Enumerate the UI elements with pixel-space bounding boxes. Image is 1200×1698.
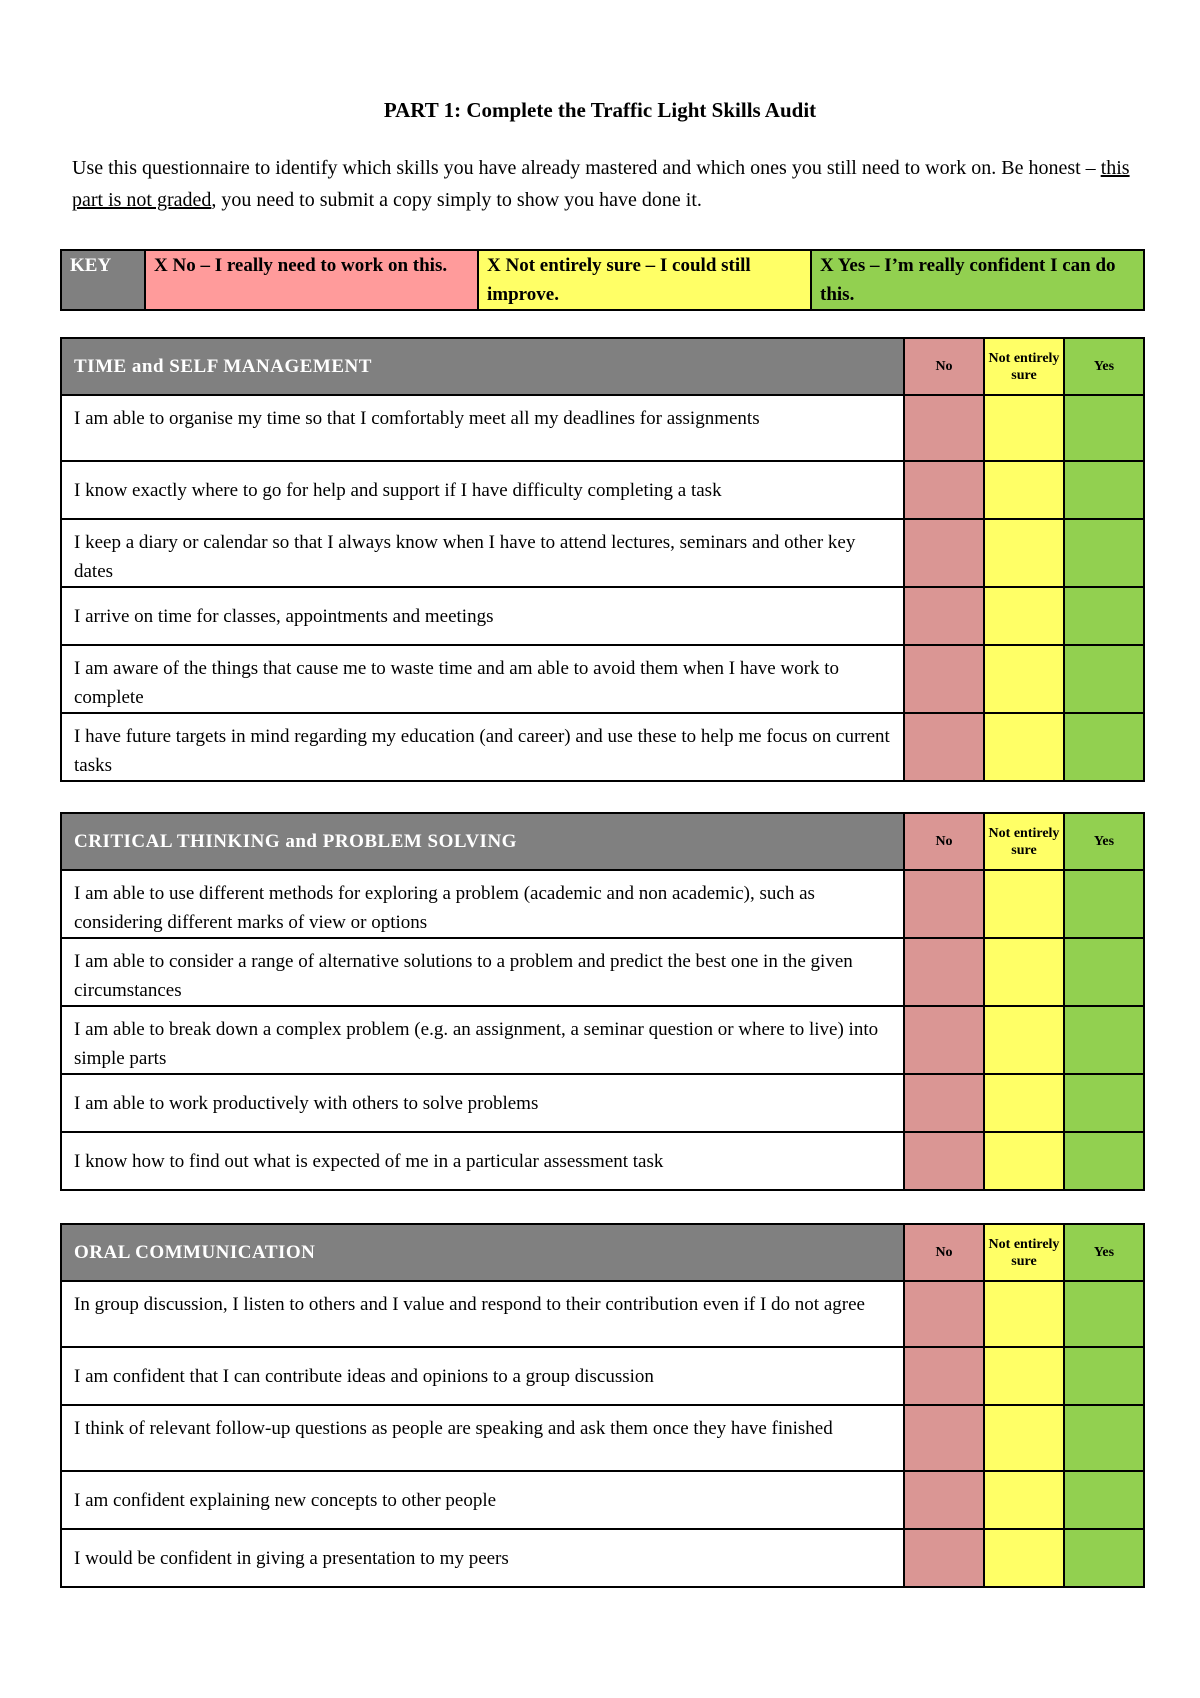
table-row: [61, 645, 1144, 713]
intro-text-end: , you need to submit a copy simply to show you have done it.: [211, 189, 702, 211]
answer-yes-cell[interactable]: [1064, 1074, 1144, 1132]
column-not-sure-header: Not entirely sure: [984, 813, 1064, 870]
table-row: [61, 519, 1144, 587]
answer-not-sure-cell[interactable]: [984, 1347, 1064, 1405]
answer-yes-cell[interactable]: [1064, 1281, 1144, 1347]
answer-not-sure-cell[interactable]: [984, 1405, 1064, 1471]
answer-yes-cell[interactable]: [1064, 1405, 1144, 1471]
answer-no-cell[interactable]: [904, 587, 984, 645]
table-row: [61, 1347, 1144, 1405]
skill-statement: I am able to break down a complex problem (e.g. an assignment, a seminar question or where to live) into simple parts: [61, 1006, 904, 1074]
answer-not-sure-cell[interactable]: [984, 1471, 1064, 1529]
table-row: [61, 1405, 1144, 1471]
answer-yes-cell[interactable]: [1064, 1006, 1144, 1074]
skill-statement: I am confident explaining new concepts to other people: [61, 1471, 904, 1529]
column-not-sure-header: Not entirely sure: [984, 1224, 1064, 1281]
key-not-sure: X Not entirely sure – I could still improve.: [478, 250, 811, 310]
answer-no-cell[interactable]: [904, 395, 984, 461]
answer-not-sure-cell[interactable]: [984, 938, 1064, 1006]
column-not-sure-header: Not entirely sure: [984, 338, 1064, 395]
answer-yes-cell[interactable]: [1064, 1132, 1144, 1190]
skill-statement: I keep a diary or calendar so that I always know when I have to attend lectures, seminars and other key dates: [61, 519, 904, 587]
answer-not-sure-cell[interactable]: [984, 1006, 1064, 1074]
answer-no-cell[interactable]: [904, 1281, 984, 1347]
table-row: [61, 1074, 1144, 1132]
table-row: [61, 395, 1144, 461]
answer-not-sure-cell[interactable]: [984, 519, 1064, 587]
answer-not-sure-cell[interactable]: [984, 395, 1064, 461]
key-label: KEY: [61, 250, 145, 310]
answer-no-cell[interactable]: [904, 1347, 984, 1405]
table-row: [61, 938, 1144, 1006]
skill-statement: I am able to use different methods for exploring a problem (academic and non academic), such as considering different marks of view or options: [61, 870, 904, 938]
answer-no-cell[interactable]: [904, 870, 984, 938]
column-yes-header: Yes: [1064, 813, 1144, 870]
skill-statement: In group discussion, I listen to others and I value and respond to their contribution even if I do not agree: [61, 1281, 904, 1347]
answer-yes-cell[interactable]: [1064, 645, 1144, 713]
table-row: [61, 461, 1144, 519]
audit-section-table: [60, 812, 1145, 1191]
table-row: [61, 1006, 1144, 1074]
answer-yes-cell[interactable]: [1064, 1529, 1144, 1587]
skill-statement: I am able to consider a range of alternative solutions to a problem and predict the best one in the given circumstances: [61, 938, 904, 1006]
intro-paragraph: [72, 152, 1132, 216]
page-title: PART 1: Complete the Traffic Light Skills Audit: [383, 98, 817, 122]
key-yes: X Yes – I’m really confident I can do this.: [811, 250, 1144, 310]
answer-yes-cell[interactable]: [1064, 1347, 1144, 1405]
column-yes-header: Yes: [1064, 1224, 1144, 1281]
skill-statement: I arrive on time for classes, appointments and meetings: [61, 587, 904, 645]
answer-not-sure-cell[interactable]: [984, 645, 1064, 713]
section-title: CRITICAL THINKING and PROBLEM SOLVING: [61, 813, 904, 870]
section-title: TIME and SELF MANAGEMENT: [61, 338, 904, 395]
answer-yes-cell[interactable]: [1064, 938, 1144, 1006]
skill-statement: I know how to find out what is expected of me in a particular assessment task: [61, 1132, 904, 1190]
answer-no-cell[interactable]: [904, 938, 984, 1006]
answer-not-sure-cell[interactable]: [984, 587, 1064, 645]
audit-section-table: [60, 1223, 1145, 1588]
audit-section-table: [60, 337, 1145, 782]
answer-not-sure-cell[interactable]: [984, 1529, 1064, 1587]
answer-yes-cell[interactable]: [1064, 870, 1144, 938]
answer-yes-cell[interactable]: [1064, 519, 1144, 587]
skill-statement: I know exactly where to go for help and support if I have difficulty completing a task: [61, 461, 904, 519]
table-row: [61, 1471, 1144, 1529]
skill-statement: I am able to work productively with others to solve problems: [61, 1074, 904, 1132]
column-no-header: No: [904, 338, 984, 395]
skill-statement: I am confident that I can contribute ideas and opinions to a group discussion: [61, 1347, 904, 1405]
table-row: [61, 1529, 1144, 1587]
answer-no-cell[interactable]: [904, 1405, 984, 1471]
answer-yes-cell[interactable]: [1064, 713, 1144, 781]
answer-no-cell[interactable]: [904, 1006, 984, 1074]
answer-no-cell[interactable]: [904, 1132, 984, 1190]
key-table: [60, 249, 1145, 311]
skill-statement: I am able to organise my time so that I comfortably meet all my deadlines for assignments: [61, 395, 904, 461]
answer-no-cell[interactable]: [904, 1074, 984, 1132]
skill-statement: I am aware of the things that cause me to waste time and am able to avoid them when I have work to complete: [61, 645, 904, 713]
answer-not-sure-cell[interactable]: [984, 1074, 1064, 1132]
answer-not-sure-cell[interactable]: [984, 461, 1064, 519]
skill-statement: I think of relevant follow-up questions as people are speaking and ask them once they have finished: [61, 1405, 904, 1471]
answer-not-sure-cell[interactable]: [984, 870, 1064, 938]
column-yes-header: Yes: [1064, 338, 1144, 395]
answer-not-sure-cell[interactable]: [984, 713, 1064, 781]
table-row: [61, 1132, 1144, 1190]
key-no: X No – I really need to work on this.: [145, 250, 478, 310]
answer-no-cell[interactable]: [904, 461, 984, 519]
section-title: ORAL COMMUNICATION: [61, 1224, 904, 1281]
table-row: [61, 587, 1144, 645]
table-row: [61, 1281, 1144, 1347]
answer-yes-cell[interactable]: [1064, 395, 1144, 461]
column-no-header: No: [904, 813, 984, 870]
answer-not-sure-cell[interactable]: [984, 1281, 1064, 1347]
column-no-header: No: [904, 1224, 984, 1281]
skill-statement: I would be confident in giving a presentation to my peers: [61, 1529, 904, 1587]
answer-no-cell[interactable]: [904, 1471, 984, 1529]
answer-no-cell[interactable]: [904, 713, 984, 781]
intro-underlined-text: this part is not graded: [72, 157, 1130, 211]
answer-yes-cell[interactable]: [1064, 1471, 1144, 1529]
intro-text: Use this questionnaire to identify which skills you have already mastered and which ones you still need to work on. Be honest –: [72, 157, 1101, 179]
answer-no-cell[interactable]: [904, 519, 984, 587]
answer-no-cell[interactable]: [904, 645, 984, 713]
answer-yes-cell[interactable]: [1064, 587, 1144, 645]
answer-no-cell[interactable]: [904, 1529, 984, 1587]
answer-yes-cell[interactable]: [1064, 461, 1144, 519]
answer-not-sure-cell[interactable]: [984, 1132, 1064, 1190]
skill-statement: I have future targets in mind regarding my education (and career) and use these to help me focus on current tasks: [61, 713, 904, 781]
table-row: [61, 713, 1144, 781]
table-row: [61, 870, 1144, 938]
